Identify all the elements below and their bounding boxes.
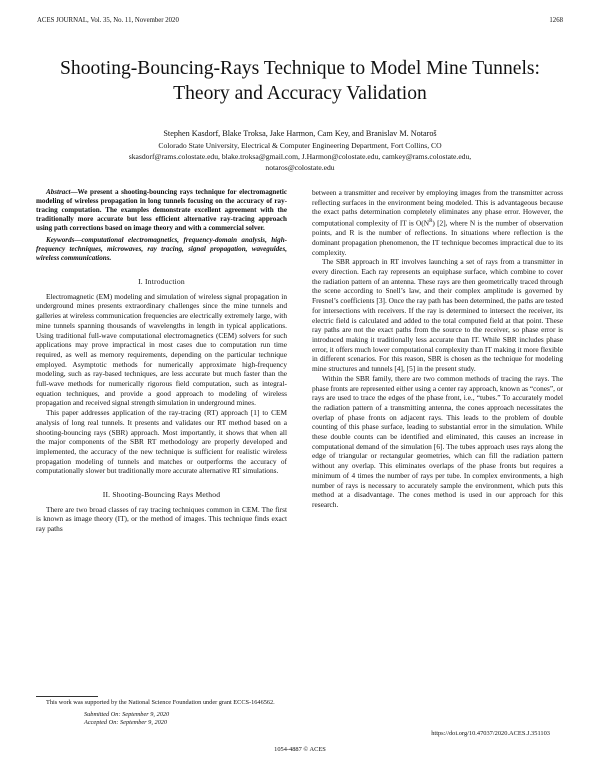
- emails-line-2: notaros@colostate.edu: [265, 163, 335, 172]
- right-column: [312, 188, 563, 510]
- sbr-paragraph-1: There are two broad classes of ray tracing techniques common in CEM. The first is known as image theory (IT), or the method of images. This technique finds exact ray paths: [36, 504, 287, 534]
- keywords-text: —computational electromagnetics, frequency-domain analysis, high-frequency techniques, microwaves, ray tracing, signal propagation, waveguides, wireless communications.: [36, 236, 287, 262]
- journal-header: ACES JOURNAL, Vol. 35, No. 11, November 2020: [37, 17, 179, 24]
- complexity-exponent: R: [429, 219, 433, 225]
- page-number: 1268: [549, 17, 563, 24]
- funding-note: This work was supported by the National Science Foundation under grant ECCS-1646562.: [46, 699, 275, 706]
- footnote-rule: [36, 696, 98, 697]
- left-column: [36, 188, 287, 534]
- section-heading-sbr-method: II. Shooting-Bouncing Rays Method: [102, 490, 221, 500]
- right-paragraph-1b: ) [2], where N is the number of observation points, and R is the number of reflections. In situations where reflection is the dominant propagation phenomenon, the IT technique becomes impractical due to its complexity.: [312, 218, 563, 257]
- right-paragraph-2: The SBR approach in RT involves launching a set of rays from a transmitter in every direction. Each ray represents an equiphase surface, which combine to cover the radiation pattern of an antenna. These rays are then geometrically traced through the scene according to Snell’s law, and their complex amplitude is governed by Fresnel’s coefficients [3]. Once the ray path has been determined, the paths are tested for intersections with receivers. If the ray is determined to intersect the receiver, its electric field is calculated and added to the total computed field at that point. These ray paths are not the exact paths from the source to the receiver, so phase error is introduced making it traditionally less accurate than IT. While SBR includes phase error, it offers much lower computational complexity than IT making it more flexible in different scenarios. For this reason, SBR is chosen as the technique for modeling mine structures and tunnels [4], [5] in the present study.: [312, 257, 563, 374]
- abstract-lead: Abstract: [46, 188, 71, 196]
- right-paragraph-1a: between a transmitter and receiver by employing images from the transmitter across reflecting surfaces in the environment being modeled. This is advantageous because the exact paths determination completely eliminates any phase error. However, the computational complexity of IT is O(N: [312, 188, 563, 228]
- authors: Stephen Kasdorf, Blake Troksa, Jake Harmon, Cam Key, and Branislav M. Notaroš: [163, 129, 437, 138]
- accepted-date: Accepted On: September 9, 2020: [84, 719, 168, 726]
- intro-paragraph-2: This paper addresses application of the ray-tracing (RT) approach [1] to CEM analysis of long real tunnels. It presents and validates our RT method based on a shooting-bouncing rays (SBR) approach. Most importantly, it shows that when all the major components of the SBR RT methodology are properly developed and implemented, the accuracy of the new technique is sufficient for realistic wireless propagation modeling of tunnels and matches or outperforms the accuracy of computationally slower but traditionally more accurate alternative RT simulations.: [36, 408, 287, 476]
- keywords: [36, 236, 287, 263]
- abstract-paragraph: [36, 188, 287, 233]
- keywords-lead: Keywords: [46, 236, 75, 244]
- right-paragraph-1: [312, 188, 563, 257]
- issn: 1054-4887 © ACES: [274, 746, 326, 753]
- emails-line-1: skasdorf@rams.colostate.edu, blake.troksa@gmail.com, J.Harmon@colostate.edu, camkey@rams.colostate.edu,: [128, 152, 472, 161]
- submitted-date: Submitted On: September 9, 2020: [84, 711, 170, 718]
- abstract: [36, 188, 287, 233]
- paper-title: Shooting-Bouncing-Rays Technique to Model Mine Tunnels: Theory and Accuracy Validation: [60, 58, 540, 104]
- institution: Colorado State University, Electrical & Computer Engineering Department, Fort Collins, CO: [158, 141, 442, 150]
- footnote: [36, 699, 287, 727]
- affiliation: [30, 140, 570, 173]
- doi-link[interactable]: https://doi.org/10.47037/2020.ACES.J.351103: [431, 730, 550, 737]
- keywords-paragraph: [36, 236, 287, 263]
- abstract-text: —We present a shooting-bouncing rays technique for electromagnetic modeling of wireless propagation in long tunnels focusing on the accuracy of ray-tracing computation. The examples demonstrate excellent agreement with the traditionally more accurate but less efficient alternative ray-tracing approach using path corrections based on image theory and with a commercial solver.: [36, 188, 287, 232]
- section-heading-introduction: I. Introduction: [138, 277, 185, 286]
- right-paragraph-3: Within the SBR family, there are two common methods of tracing the rays. The phase fronts are represented either using a center ray approach, known as “cones”, or rays are used to trace the edges of the phase front, i.e., “tubes.” To accurately model the radiation pattern of a transmitting antenna, the cones approach necessitates the overlap of phase fronts on adjacent rays. This leads to the problem of double counting of this phase surface, leading to substantial error in the simulation. While these double counts can be identified and eliminated, this causes an increase in computational demand of the simulation [6]. The tubes approach uses rays along the edge of triangular or rectangular geometries, which can fill the radiation pattern without any overlap. This eliminates overlaps of the phase fronts but requires a minimum of 4 times the number of rays per tube. In complex environments, a high number of rays is necessary to accurately sample the environment, which puts this method at a disadvantage. The cones method is used in our approach for this research.: [312, 373, 563, 509]
- intro-paragraph-1: Electromagnetic (EM) modeling and simulation of wireless signal propagation in underground mines presents extraordinary challenges since the mine tunnels and galleries at wireless communication frequencies are electrically extremely large, with mine tunnels spanning thousands of wavelengths in length in typical applications. Using traditional full-wave computational electromagnetics (CEM) solvers for such applications may prove impractical in most cases due to computation run time required, as well as memory requirements, depending on the particular technique employed. Asymptotic methods for numerically approximate high-frequency modeling, such as ray-based techniques, are less accurate but much faster than the full-wave methods for numerically rigorous field computation, such as integral-equation techniques, and provide a good approach to modeling of wireless propagation and received signal strength simulation in underground mines.: [36, 291, 287, 408]
